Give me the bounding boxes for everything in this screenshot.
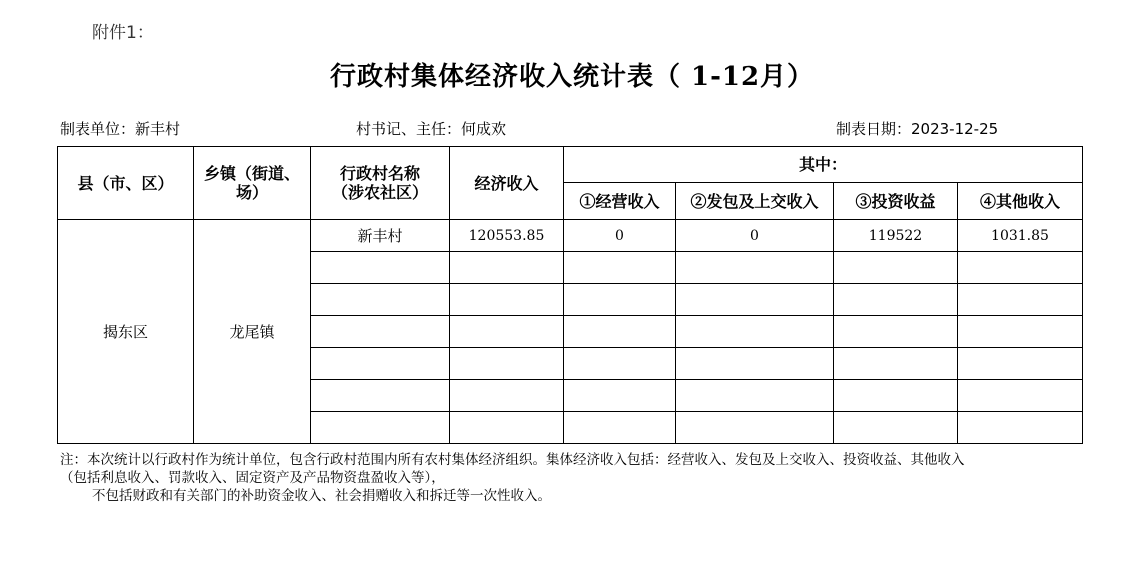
table-cell [676,284,834,316]
table-cell [450,412,564,444]
header-county: 县（市、区） [58,147,194,220]
date-label: 制表日期：2023-12-25 [836,120,999,138]
table-cell [834,284,958,316]
header-village: 行政村名称（涉农社区） [311,147,450,220]
header-income: 经济收入 [450,147,564,220]
note-line: 不包括财政和有关部门的补助资金收入、社会捐赠收入和拆迁等一次性收入。 [92,488,551,504]
table-cell: 0 [676,220,834,252]
table-cell: 1031.85 [958,220,1083,252]
table-cell [450,252,564,284]
table-cell [564,284,676,316]
table-cell [834,380,958,412]
table-cell [450,284,564,316]
table-cell [834,412,958,444]
table-cell: 0 [564,220,676,252]
table-cell [311,284,450,316]
table-cell [311,316,450,348]
note-line: （包括利息收入、罚款收入、固定资产及产品物资盘盈收入等）， [60,470,445,486]
table-cell [676,380,834,412]
header-town: 乡镇（街道、场） [194,147,311,220]
table-cell [311,348,450,380]
table-cell: 120553.85 [450,220,564,252]
table-cell [958,348,1083,380]
table-cell [564,316,676,348]
table-cell: 119522 [834,220,958,252]
table-row [58,220,1083,252]
note-line: 注：本次统计以行政村作为统计单位，包含行政村范围内所有农村集体经济组织。集体经济收入包括：经营收入、发包及上交收入、投资收益、其他收入 [60,452,965,468]
table-cell: 新丰村 [311,220,450,252]
table-cell [958,380,1083,412]
income-table [57,146,1083,444]
table-cell [676,252,834,284]
table-cell [564,348,676,380]
attachment-label: 附件1： [92,23,154,43]
table-cell [958,284,1083,316]
table-cell [564,412,676,444]
table-cell [311,412,450,444]
table-cell [958,412,1083,444]
table-cell [311,252,450,284]
table-cell [311,380,450,412]
header-contract-income: ②发包及上交收入 [676,183,834,220]
header-investment-income: ③投资收益 [834,183,958,220]
table-cell [676,348,834,380]
table-cell [676,412,834,444]
header-operating-income: ①经营收入 [564,183,676,220]
leader-label: 村书记、主任：何成欢 [356,120,507,138]
table-cell [450,380,564,412]
header-row [58,147,1083,183]
notes [60,451,1135,505]
table-cell [834,252,958,284]
table-cell [564,252,676,284]
county-cell: 揭东区 [58,220,194,444]
header-other-income: ④其他收入 [958,183,1083,220]
table-cell [676,316,834,348]
table-cell [834,316,958,348]
table-cell [450,316,564,348]
table-cell [450,348,564,380]
header-of-which: 其中： [564,147,1083,183]
table-cell [958,252,1083,284]
table-cell [834,348,958,380]
table-cell [564,380,676,412]
unit-label: 制表单位：新丰村 [60,120,181,138]
table-cell [958,316,1083,348]
page-title: 行政村集体经济收入统计表（ 1-12月） [329,62,815,92]
town-cell: 龙尾镇 [194,220,311,444]
